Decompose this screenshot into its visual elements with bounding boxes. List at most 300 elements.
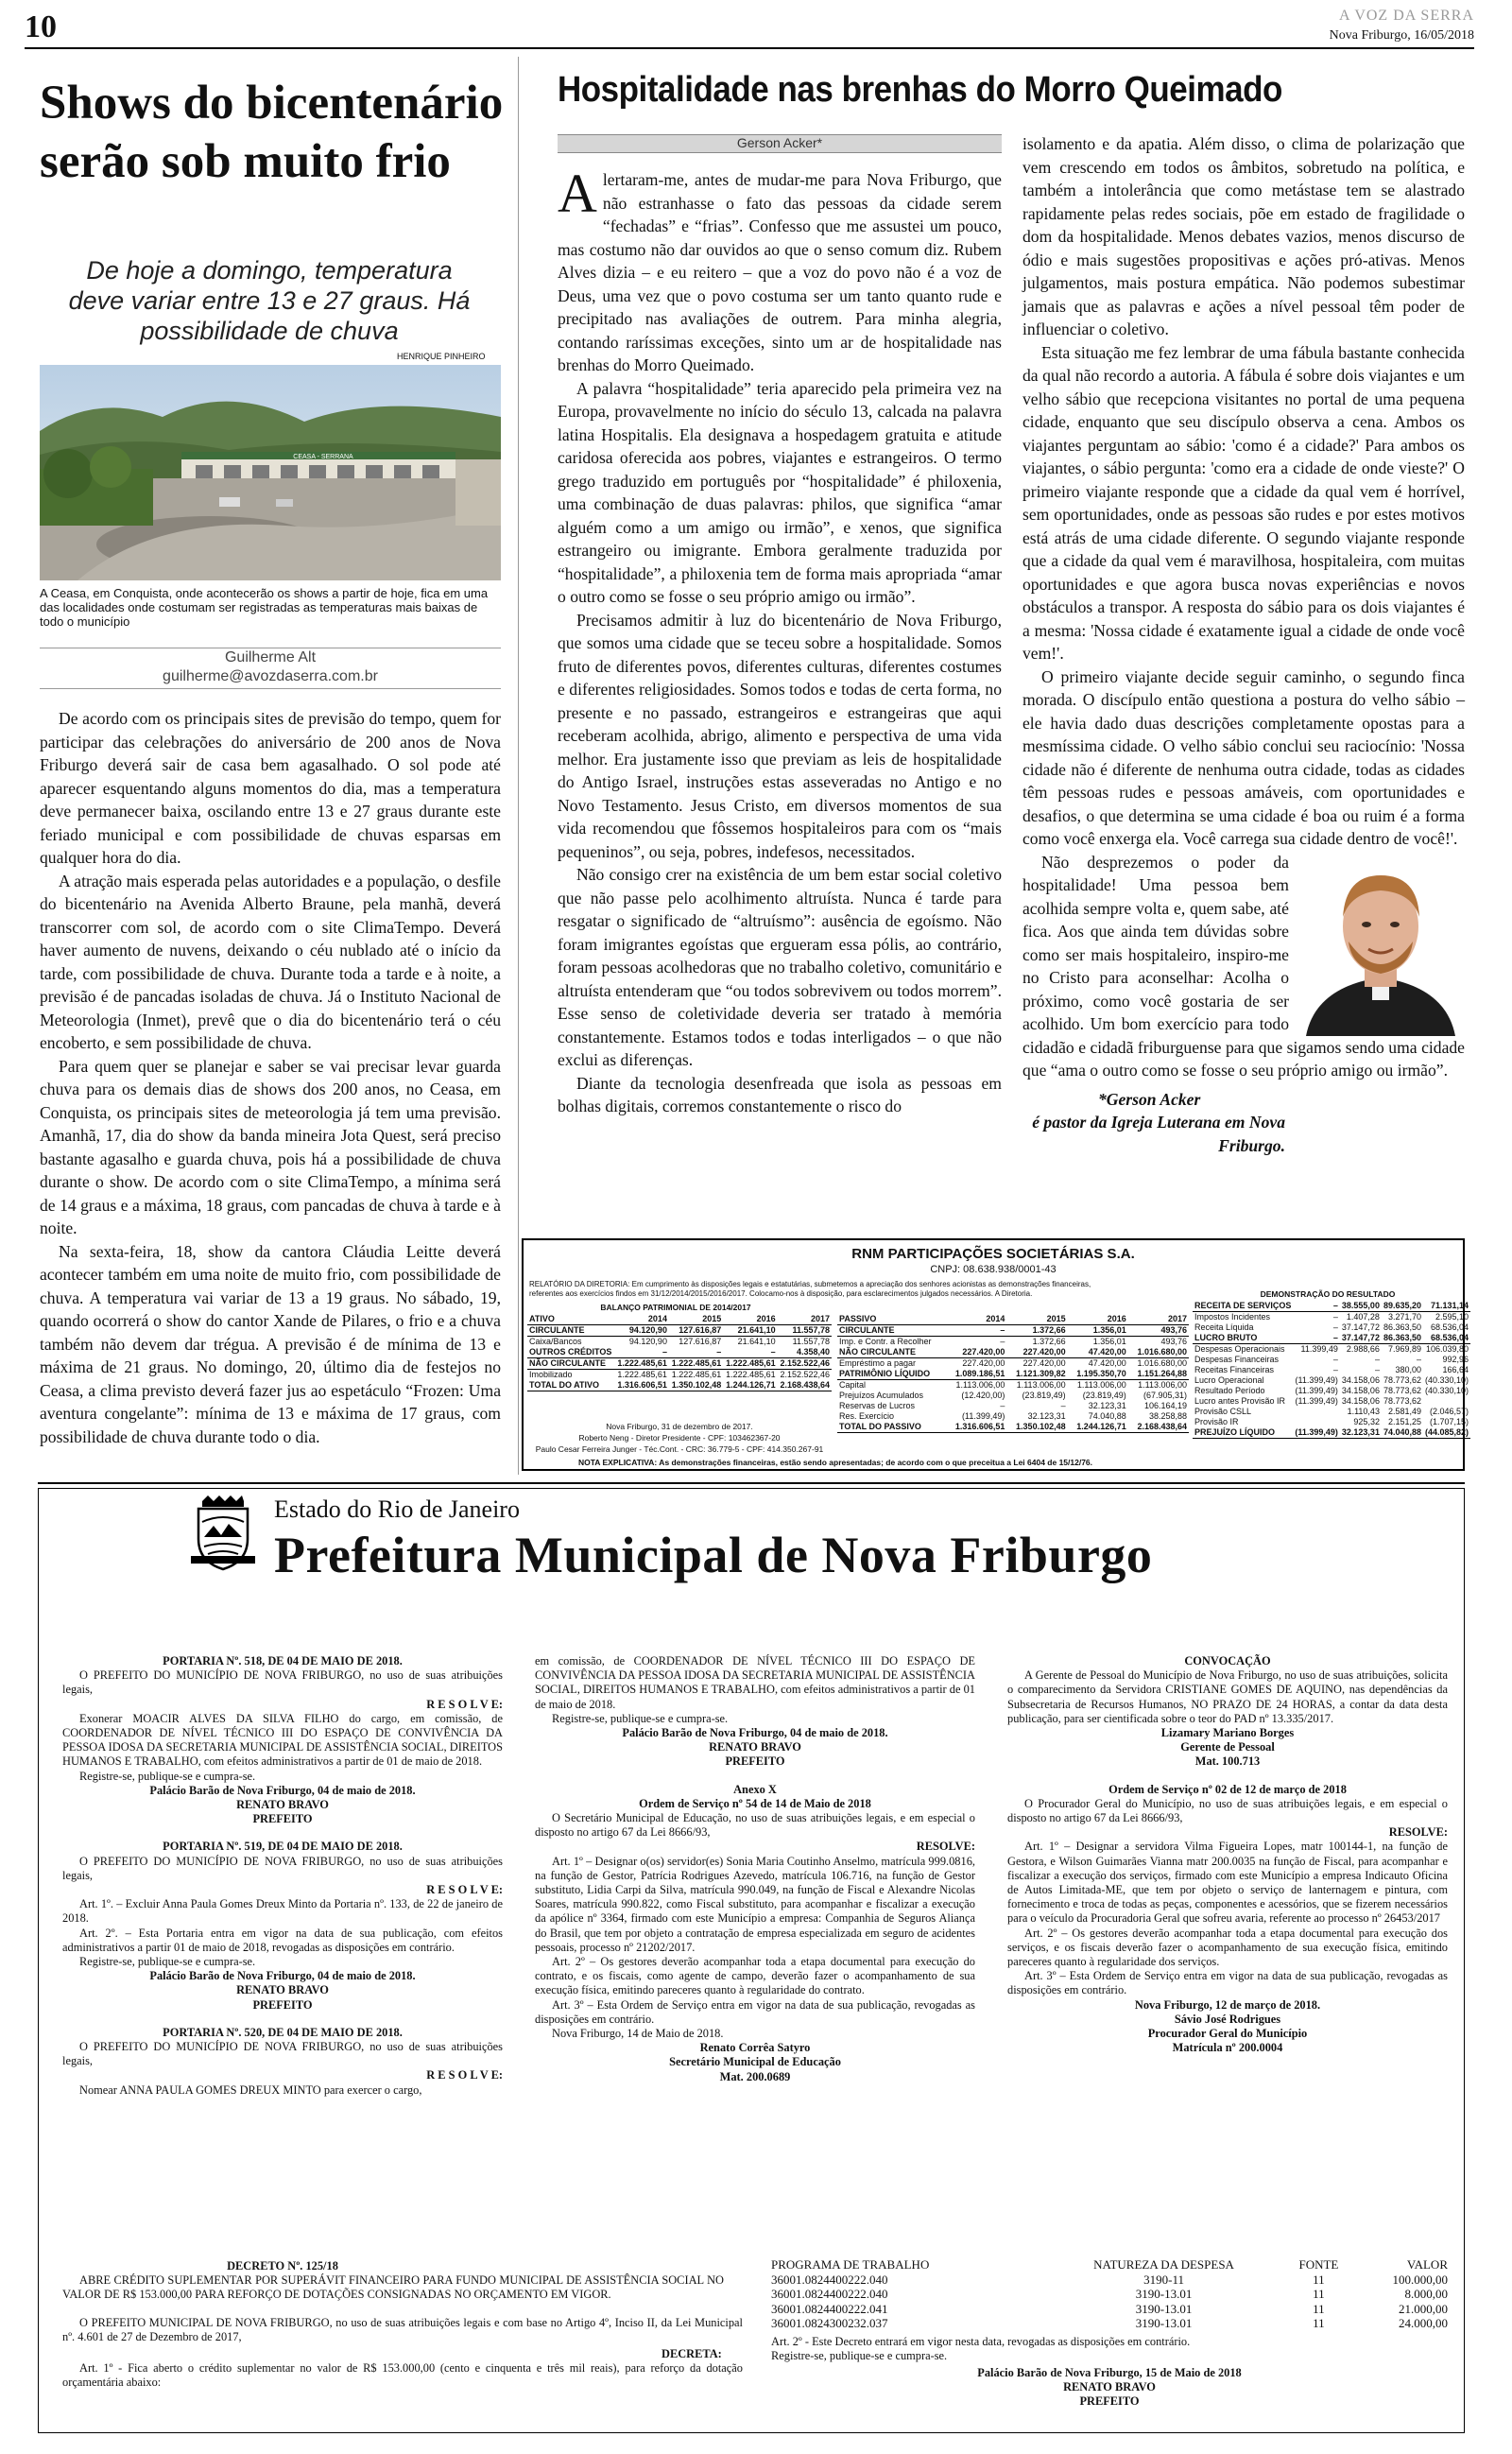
act-resolve: R E S O L V E:: [426, 1883, 503, 1897]
fin-label: ATIVO: [529, 1314, 555, 1323]
fin-row: [527, 1358, 832, 1370]
act-resolve: RESOLVE:: [916, 1840, 975, 1854]
act-centered-line: Mat. 200.0689: [719, 2069, 791, 2083]
rnm-explanatory-note: NOTA EXPLICATIVA: As demonstrações financeiras, estão sendo apresentadas; de acordo com o que preceitua a Lei 6404 de 15/12/76.: [578, 1458, 1093, 1467]
fin-value: 74.040,88: [1088, 1411, 1126, 1421]
fin-value: 106.164,19: [1143, 1401, 1187, 1410]
hospitalidade-paragraph: O primeiro viajante decide seguir caminho, o segundo finca morada. O discípulo então questiona a postura do velho sábio – ele havia dado duas descrições completamente opostas para a mesmíssima cidade. O velho sábio conclui seu raciocínio: 'Nossa cidade não é diferente de nenhuma outra cidade, todas as cidades têm pessoas rudes e pessoas amáveis, com oportunidades e desafios, o que determina se uma cidade é boa ou ruim é a forma como você enxerga ela. Você carrega sua cidade dentro de você!'.: [1022, 666, 1465, 848]
fin-label: CIRCULANTE: [839, 1325, 895, 1335]
ceasa-photo: [40, 365, 501, 580]
fin-label: Prejuízos Acumulados: [839, 1391, 924, 1400]
decreto-title: DECRETO Nº. 125/18: [227, 2259, 338, 2273]
decreto-cell: 36001.0824400222.040: [771, 2287, 888, 2301]
fin-value: 1.407,28: [1346, 1312, 1380, 1322]
rnm-passivo-table: [837, 1314, 1189, 1433]
fin-value: 2015: [1046, 1314, 1066, 1323]
fin-row: [1193, 1365, 1470, 1375]
fin-label: Caixa/Bancos: [529, 1337, 582, 1346]
fin-value: –: [716, 1347, 722, 1357]
act-centered-line: Gerente de Pessoal: [1180, 1740, 1275, 1754]
author-portrait: [1297, 855, 1465, 1036]
prefeitura-column-1: [62, 1654, 503, 2098]
fin-value: 2014: [647, 1314, 667, 1323]
act-centered-line: Procurador Geral do Município: [1147, 2027, 1308, 2041]
fin-value: 32.123,31: [1341, 1427, 1380, 1437]
fin-value: 34.158,06: [1341, 1375, 1380, 1385]
fin-value: 1.244.126,71: [1076, 1422, 1126, 1431]
act-centered-line: RENATO BRAVO: [709, 1740, 801, 1754]
fin-value: 106.039,80: [1426, 1344, 1469, 1354]
fin-row: [1193, 1407, 1470, 1417]
act-paragraph: Art. 2º – Os gestores deverão acompanhar toda a etapa documental para execução dos serviços, e os fiscais deverão fazer o acompanhamento de sua execução física, emitindo pareceres quanto à regularidade dos serviços.: [1007, 1926, 1448, 1969]
fin-value: (67.905,31): [1143, 1391, 1187, 1400]
fin-label: PASSIVO: [839, 1314, 877, 1323]
act-paragraph: Registre-se, publique-se e cumpra-se.: [552, 1711, 729, 1725]
act-paragraph: em comissão, de COORDENADOR DE NÍVEL TÉCNICO III DO ESPAÇO DE CONVIVÊNCIA DA PESSOA IDOSA DA SECRETARIA MUNICIPAL DE ASSISTÊNCIA SOCIAL, DIREITOS HUMANOS E TRABALHO, com efeitos administrativos a partir de 01 de maio de 2018.: [535, 1654, 975, 1711]
fin-row: [527, 1337, 832, 1348]
fin-value: 1.244.126,71: [726, 1380, 776, 1390]
fin-value: 4.358,40: [796, 1347, 830, 1357]
act-resolve: R E S O L V E:: [426, 2068, 503, 2082]
fin-row: [1193, 1322, 1470, 1333]
hospitalidade-paragraph: Precisamos admitir à luz do bicentenário de Nova Friburgo, que somos uma cidade que se teceu sobre a hospitalidade. Somos fruto de diferentes povos, diferentes culturas, diferentes costumes e diferentes religiosidades. Somos todos e todas de certa forma, no presente e no passado, estrangeiros e estrangeiras que aqui receberam acolhida, abrigo, alimento e perspectiva de uma vida melhor. Era justamente isso que previam as leis de hospitalidade do Antigo Israel, instruções estas asseveradas no Antigo e no Novo Testamento. Jesus Cristo, em diversos momentos de sua vida recomendou que fôssemos hospitaleiros para com os “mais pequeninos”, ou seja, pobres, indefesos, necessitados.: [558, 610, 1002, 861]
fin-row: [1193, 1333, 1470, 1344]
fin-value: 2016: [756, 1314, 776, 1323]
act-centered-line: Palácio Barão de Nova Friburgo, 04 de maio de 2018.: [149, 1969, 416, 1983]
act-paragraph: O Procurador Geral do Município, no uso de suas atribuições legais, e em especial o disposto no artigo 67 da Lei 8666/93,: [1007, 1796, 1448, 1825]
fin-label: Despesas Financeiras: [1194, 1355, 1280, 1364]
decreto-mayor-title: PREFEITO: [1079, 2394, 1140, 2408]
decreto-cell: 11: [1313, 2272, 1325, 2287]
fin-value: 1.350.102,48: [671, 1380, 722, 1390]
fin-value: –: [1374, 1365, 1380, 1374]
act-centered-line: Ordem de Serviço nº 54 de 14 de Maio de 2018: [639, 1796, 871, 1810]
rnm-dre-title: DEMONSTRAÇÃO DO RESULTADO: [1260, 1289, 1396, 1299]
fin-label: Empréstimo a pagar: [839, 1358, 917, 1368]
act-centered-line: Palácio Barão de Nova Friburgo, 04 de maio de 2018.: [622, 1726, 888, 1740]
drop-cap: A: [558, 163, 597, 224]
fin-value: 11.557,78: [792, 1337, 830, 1346]
fin-value: –: [1374, 1355, 1380, 1364]
spacer: [62, 1826, 503, 1840]
act-paragraph: O Secretário Municipal de Educação, no uso de suas atribuições legais, e em especial o disposto no artigo 67 da Lei 8666/93,: [535, 1811, 975, 1840]
photo-credit: HENRIQUE PINHEIRO: [397, 352, 486, 361]
fin-value: 47.420,00: [1088, 1358, 1126, 1368]
fin-value: 227.420,00: [1022, 1347, 1066, 1357]
shows-author: Guilherme Alt: [224, 649, 317, 665]
spacer: [1007, 1770, 1448, 1783]
hospitalidade-paragraph: isolamento e da apatia. Além disso, o clima de polarização que vem crescendo em todos os âmbitos, sobretudo na política, e também a intolerância que como metástase tem se alastrado rapidamente pelas redes sociais, põe em estado de fragilidade o dom da hospitalidade. Menos debates vazios, menos discurso de ódio e mais sugestões propositivas e ações pró-ativas. Menos julgamentos, mais postura empática. Não podemos subestimar jamais que as palavras e ações a nível pessoal têm poder de influenciar o coletivo.: [1022, 134, 1465, 338]
fin-value: –: [1000, 1325, 1005, 1335]
fin-value: [1293, 1417, 1340, 1427]
hospitalidade-paragraph: Não desprezemos o poder da hospitalidade! Uma pessoa bem acolhida sempre volta e, quem sabe, até fica. Aos que ainda tem dúvidas sobre como ser mais hospitaleiro, inspiro-me no Cristo para aconselhar: Acolha o próximo, como você gostaria de ser acolhido. Um bom exercício para todo cidadão e cidadã friburguense para que sigamos sendo uma cidade que “ama o outro como se fosse o seu próprio amigo ou irmão”.: [1022, 852, 1465, 1080]
fin-value: 21.641,10: [737, 1337, 776, 1346]
fin-value: 94.120,90: [628, 1337, 667, 1346]
act-paragraph: O PREFEITO DO MUNICÍPIO DE NOVA FRIBURGO, no uso de suas atribuições legais,: [62, 1854, 503, 1882]
fin-value: 1.372,66: [1032, 1325, 1066, 1335]
act-title: PORTARIA Nº. 519, DE 04 DE MAIO DE 2018.: [163, 1840, 403, 1854]
hospitalidade-paragraph: Esta situação me fez lembrar de uma fábula bastante conhecida da qual não recordo a autoria. A fábula é sobre dois viajantes e um velho sábio que recepciona visitantes no portal de uma pequena cidade, enquanto que seu discípulo observa a cena. Ambos os viajantes perguntam ao sábio: 'como é a cidade?' Para ambos os viajantes, o sábio pergunta: 'como era a cidade de onde vieste?' O primeiro viajante responde que a cidade da qual vem é horrível, sem oportunidades, onde as pessoas são rudes e por estes motivos está atrás de uma cidade diferente. O segundo viajante responde que a cidade da qual vem é maravilhosa, hospitaleira, com muitas oportunidades e que agora busca novas experiências e novos obstáculos a transpor. A resposta do sábio para os dois viajantes é a mesma: 'Nossa cidade é exatamente igual a cidade de onde você vem!'.: [1022, 342, 1465, 663]
fin-label: Imp. e Contr. a Recolher: [839, 1337, 932, 1346]
fin-label: RECEITA DE SERVIÇOS: [1194, 1301, 1292, 1310]
prefeitura-state: Estado do Rio de Janeiro: [274, 1495, 520, 1523]
shows-headline: Shows do bicentenário serão sob muito frio: [40, 77, 504, 188]
fin-value: 21.641,10: [737, 1325, 776, 1335]
rnm-signature-date: Nova Friburgo, 31 de dezembro de 2017.: [606, 1422, 753, 1431]
fin-value: 86.363,50: [1383, 1322, 1421, 1332]
fin-value: 1.016.680,00: [1137, 1358, 1187, 1368]
fin-value: 11.557,78: [792, 1325, 830, 1335]
fin-value: 86.363,50: [1383, 1333, 1421, 1342]
fin-row: [527, 1370, 832, 1381]
hospitalidade-first-paragraph: lertaram-me, antes de mudar-me para Nova Friburgo, que não estranhasse o fato das pessoas da cidade serem “fechadas” e “frias”. Confesso que me assustei um pouco, mas costumo não dar ouvidos ao que o senso comum diz. Rubem Alves dizia – e eu reitero – que a voz do povo não é a voz de Deus, uma vez que o povo costuma ser um tanto quanto rude e precipitado nas avaliações de outrem. Para minha alegria, contando raríssimas exceções, sinto um ar de hospitalidade nas brenhas do Morro Queimado.: [558, 170, 1002, 374]
prefeitura-column-3: [1007, 1654, 1448, 2055]
fin-value: 1.113.006,00: [1138, 1380, 1187, 1390]
fin-row: [527, 1347, 832, 1358]
decreto-cell: 11: [1313, 2316, 1325, 2330]
fin-value: (40.330,10): [1425, 1375, 1469, 1385]
decreto-preamble: O PREFEITO MUNICIPAL DE NOVA FRIBURGO, no uso de suas atribuições legais e com base no Artigo 4º, Inciso II, da Lei Municipal nº. 4.601 de 27 de Dezembro de 2017,: [62, 2316, 743, 2344]
fin-value: 1.113.006,00: [955, 1380, 1005, 1390]
fin-value: –: [662, 1347, 667, 1357]
fin-value: 2015: [702, 1314, 722, 1323]
act-paragraph: Art. 3º – Esta Ordem de Serviço entra em vigor na data de sua publicação, revogadas as disposições em contrário.: [535, 1997, 975, 2026]
fin-value: 127.616,87: [679, 1337, 722, 1346]
fin-label: Resultado Período: [1194, 1386, 1265, 1395]
fin-row: [527, 1314, 832, 1325]
prefeitura-top-rule: [38, 1482, 1465, 1484]
fin-value: (11.399,49): [1295, 1427, 1338, 1437]
fin-value: [1423, 1396, 1470, 1407]
prefeitura-title: Prefeitura Municipal de Nova Friburgo: [274, 1527, 1153, 1583]
photo-caption: A Ceasa, em Conquista, onde acontecerão os shows a partir de hoje, fica em uma das localidades onde costumam ser registradas as temperaturas mais baixas de todo o município: [40, 586, 489, 629]
act-centered-line: Renato Corrêa Satyro: [699, 2041, 811, 2055]
fin-value: 1.222.485,61: [671, 1358, 722, 1368]
decreto-cell: 36001.0824400222.040: [771, 2272, 888, 2287]
decreto-cell: 36001.0824300232.037: [771, 2316, 888, 2330]
hospitalidade-author: Gerson Acker*: [736, 135, 823, 150]
hospitalidade-col2: [1022, 132, 1465, 1157]
fin-value: (11.399,49): [1295, 1375, 1338, 1385]
rnm-company: RNM PARTICIPAÇÕES SOCIETÁRIAS S.A.: [851, 1246, 1135, 1262]
fin-value: –: [1416, 1355, 1421, 1364]
fin-value: 227.420,00: [962, 1358, 1005, 1368]
fin-value: 38.258,88: [1148, 1411, 1187, 1421]
decreto-cell: 21.000,00: [1399, 2301, 1448, 2316]
fin-value: 2.151,25: [1387, 1417, 1421, 1426]
decreto-abstract: ABRE CRÉDITO SUPLEMENTAR POR SUPERÁVIT FINANCEIRO PARA FUNDO MUNICIPAL DE ASSISTÊNCIA SOCIAL NO VALOR DE R$ 153.000,00 PARA REFORÇO DE DOTAÇÕES CONSIGNADAS NO ORÇAMENTO EM VIGOR.: [62, 2273, 724, 2302]
decreto-row: [771, 2273, 1448, 2288]
fin-value: 2017: [810, 1314, 830, 1323]
fin-value: 1.222.485,61: [671, 1370, 722, 1379]
fin-value: 2.152.522,46: [780, 1358, 830, 1368]
fin-row: [837, 1380, 1189, 1391]
fin-value: 37.147,72: [1341, 1333, 1380, 1342]
fin-value: 34.158,06: [1341, 1386, 1380, 1395]
fin-value: (1.707,15): [1430, 1417, 1469, 1426]
fin-row: [837, 1369, 1189, 1380]
fin-value: 32.123,31: [1088, 1401, 1126, 1410]
photo-sign: CEASA - SERRANA: [293, 454, 353, 460]
fin-row: [837, 1422, 1189, 1433]
fin-value: 78.773,62: [1383, 1386, 1421, 1395]
fin-row: [1193, 1344, 1470, 1356]
decreto-cell: 3190-11: [1143, 2272, 1184, 2287]
fin-label: NÃO CIRCULANTE: [839, 1347, 916, 1357]
fin-value: 1.195.350,70: [1076, 1369, 1126, 1378]
fin-value: 1.316.606,51: [617, 1380, 667, 1390]
fin-value: 2.168.438,64: [1137, 1422, 1187, 1431]
fin-value: –: [1332, 1322, 1338, 1332]
fin-label: Provisão CSLL: [1194, 1407, 1252, 1416]
fin-label: NÃO CIRCULANTE: [529, 1358, 606, 1368]
hospitalidade-col1: [558, 163, 1002, 1118]
fin-value: 1.350.102,48: [1016, 1422, 1066, 1431]
fin-value: (23.819,49): [1082, 1391, 1126, 1400]
fin-value: 166,64: [1442, 1365, 1469, 1374]
fin-label: Receitas Financeiras: [1194, 1365, 1275, 1374]
fin-row: [1193, 1355, 1470, 1365]
decreto-header: NATUREZA DA DESPESA: [1093, 2257, 1234, 2272]
rnm-ativo-table: [527, 1314, 832, 1391]
fin-value: 1.316.606,51: [954, 1422, 1005, 1431]
fin-value: 1.016.680,00: [1137, 1347, 1187, 1357]
shows-body: [40, 707, 501, 1448]
act-centered-line: Ordem de Serviço nº 02 de 12 de março de 2018: [1108, 1782, 1347, 1796]
hospitalidade-paragraph: Diante da tecnologia desenfreada que isola as pessoas em bolhas digitais, corremos constantemente o risco do: [558, 1073, 1002, 1115]
fin-label: Impostos Incidentes: [1194, 1312, 1271, 1322]
fin-value: 1.113.006,00: [1076, 1380, 1126, 1390]
fin-value: 2017: [1167, 1314, 1187, 1323]
act-paragraph: O PREFEITO DO MUNICÍPIO DE NOVA FRIBURGO, no uso de suas atribuições legais,: [62, 2040, 503, 2068]
fin-value: 78.773,62: [1383, 1396, 1421, 1406]
fin-value: 227.420,00: [962, 1347, 1005, 1357]
act-centered-line: Lizamary Mariano Borges: [1160, 1726, 1295, 1740]
fin-value: 68.536,04: [1431, 1333, 1469, 1342]
fin-value: 1.222.485,61: [726, 1370, 776, 1379]
fin-label: Lucro Operacional: [1194, 1375, 1264, 1385]
act-centered-line: Nova Friburgo, 12 de março de 2018.: [1134, 1997, 1321, 2012]
decreto-closing: Registre-se, publique-se e cumpra-se.: [771, 2349, 948, 2362]
fin-value: 7.969,89: [1387, 1344, 1421, 1354]
decreto-cell: 11: [1313, 2287, 1325, 2301]
act-centered-line: PREFEITO: [252, 1812, 313, 1826]
act-centered-line: Secretário Municipal de Educação: [669, 2055, 841, 2069]
act-title: PORTARIA Nº. 518, DE 04 DE MAIO DE 2018.: [163, 1654, 403, 1668]
fin-value: 2.595,10: [1435, 1312, 1469, 1322]
decreto-cell: 36001.0824400222.041: [771, 2301, 888, 2316]
act-paragraph: Nova Friburgo, 14 de Maio de 2018.: [552, 2027, 724, 2041]
fin-row: [1193, 1417, 1470, 1427]
fin-value: 89.635,20: [1383, 1301, 1421, 1310]
fin-label: Res. Exercício: [839, 1411, 895, 1421]
fin-row: [837, 1347, 1189, 1358]
fin-value: 127.616,87: [679, 1325, 722, 1335]
fin-value: 992,96: [1442, 1355, 1469, 1364]
fin-value: 1.356,01: [1092, 1337, 1126, 1346]
fin-value: (11.399,49): [1295, 1396, 1338, 1406]
decreto-art1: Art. 1º - Fica aberto o crédito suplementar no valor de R$ 153.000,00 (cento e cinquenta e três mil reais), para reforço da dotação orçamentária abaixo:: [62, 2361, 743, 2390]
fin-value: 38.555,00: [1341, 1301, 1380, 1310]
act-centered-line: CONVOCAÇÃO: [1184, 1654, 1271, 1668]
rnm-signature-director: Roberto Neng - Diretor Presidente - CPF: 103462367-20: [578, 1433, 781, 1443]
fin-value: 1.372,66: [1032, 1337, 1066, 1346]
fin-row: [837, 1401, 1189, 1411]
act-title: PORTARIA Nº. 520, DE 04 DE MAIO DE 2018.: [163, 2025, 403, 2039]
hospitalidade-paragraph: Não consigo crer na existência de um bem estar social coletivo que não passe pelo acolhimento altruísta. Nunca é tarde para resgatar o significado de “altruísmo”: ausência de egoísmo. Não foram imigrantes egoístas que ergueram essa pólis, ao contrário, foram pessoas acolhedoras que no trabalho coletivo, comunitário e altruísta entenderam que “ou todos sobrevivem ou todos morrem”. Esse senso de coletividade deveria ser tratado à memória constantemente. Estamos todos e todas interligados – o que não exclui as diferenças.: [558, 865, 1002, 1069]
fin-row: [837, 1411, 1189, 1422]
fin-value: 925,32: [1353, 1417, 1380, 1426]
date-line: Nova Friburgo, 16/05/2018: [1329, 28, 1474, 43]
fin-value: (11.399,49): [1295, 1386, 1338, 1395]
fin-row: [837, 1337, 1189, 1348]
act-paragraph: Art. 1º – Designar a servidora Vilma Figueira Lopes, matr 100144-1, na função de Gestora, e Wilson Guimarães Vianna matr 200.0035 na função de Fiscal, para acompanhar e fiscalizar a execução dos serviços, firmado com este Município a empresa Indicauto Oficina de Autos Limitada-ME, que tem por objeto o serviço de lanternagem e pintura, com fornecimento e troca de todas as peças, componentes e acessórios, que se fizerem necessários para o veículo da Procuradoria Geral que sofreu avaria, referente ao processo nº 26453/2017: [1007, 1840, 1448, 1926]
rnm-signature-accountant: Paulo Cesar Ferreira Junger - Téc.Cont. - CRC: 36.779-5 - CPF: 414.350.267-91: [535, 1444, 824, 1454]
fin-value: –: [1000, 1401, 1005, 1410]
act-centered-line: Matrícula nº 200.0004: [1172, 2041, 1283, 2055]
act-centered-line: PREFEITO: [725, 1754, 785, 1769]
fin-label: PREJUÍZO LÍQUIDO: [1194, 1427, 1276, 1437]
act-centered-line: Sávio José Rodrigues: [1174, 2012, 1281, 2026]
fin-row: [1193, 1375, 1470, 1386]
fin-value: 1.151.264,88: [1137, 1369, 1187, 1378]
fin-value: (44.085,82): [1425, 1427, 1469, 1437]
act-paragraph: Art. 1º – Designar o(os) servidor(es) Sonia Maria Coutinho Anselmo, matrícula 999.0816, na função de Gestor, Patrícia Rodrigues Azevedo, matrícula 106.716, na função de Gestor substituto, Lidia Carpi da Silva, matrícula 990.049, na função de Fiscal e Alexandre Nicolas Soares, matrícula 990.822, como Fiscal substituto, para acompanhar e fiscalizar a execução da apólice nº 3364, firmado com este Município a empresa: Companhia de Seguros Aliança do Brasil, que tem por objeto a contratação de empresa especializada em seguro de acidentes pessoais, processo nº 21202/2017.: [535, 1854, 975, 1954]
fin-value: –: [1332, 1301, 1338, 1310]
fin-value: (2.046,57): [1430, 1407, 1469, 1416]
fin-value: –: [770, 1347, 776, 1357]
fin-value: 94.120,90: [628, 1325, 667, 1335]
act-paragraph: Art. 3º – Esta Ordem de Serviço entra em vigor na data de sua publicação, revogadas as disposições em contrário.: [1007, 1969, 1448, 1997]
decreto-cell: 3190-13.01: [1135, 2287, 1193, 2301]
fin-label: Imobilizado: [529, 1370, 573, 1379]
fin-value: 47.420,00: [1088, 1347, 1126, 1357]
fin-label: Despesas Operacionais: [1194, 1344, 1285, 1354]
fin-value: 2016: [1107, 1314, 1126, 1323]
fin-value: 1.222.485,61: [726, 1358, 776, 1368]
spacer: [535, 1770, 975, 1783]
fin-row: [837, 1358, 1189, 1370]
fin-value: 1.356,01: [1092, 1325, 1126, 1335]
fin-value: 2.988,66: [1346, 1344, 1380, 1354]
bio-text: é pastor da Igreja Luterana em Nova Friburgo.: [1032, 1113, 1285, 1155]
page-number: 10: [25, 9, 57, 44]
coat-of-arms-icon: [189, 1494, 257, 1571]
decreto-row: [771, 2287, 1448, 2302]
fin-value: 2.168.438,64: [780, 1380, 830, 1390]
fin-row: [527, 1325, 832, 1337]
fin-label: Provisão IR: [1194, 1417, 1239, 1426]
decreto-mayor: RENATO BRAVO: [1063, 2380, 1156, 2394]
rnm-cnpj: CNPJ: 08.638.938/0001-43: [930, 1264, 1057, 1275]
shows-author-email: guilherme@avozdaserra.com.br: [163, 668, 378, 684]
fin-value: (40.330,10): [1425, 1386, 1469, 1395]
shows-paragraph: Na sexta-feira, 18, show da cantora Cláudia Leitte deverá acontecer também em uma noite de muito frio, com possibilidade de chuva. A temperatura vai variar de 13 a 19 graus. No sábado, 19, quando ocorrerá o show do cantor Xande de Pilares, o frio e a chuva também não devem dar trégua. A previsão é de mínima de 13 e máxima de 21 graus. No domingo, 20, último dia de festejos no Ceasa, a clima previsto deverá fazer jus ao espetáculo “Frozen: Uma aventura congelante”: mínima de 13 e máxima de 17 graus, com possibilidade de chuva durante todo o dia.: [40, 1241, 501, 1446]
act-paragraph: A Gerente de Pessoal do Município de Nova Friburgo, no uso de suas atribuições, solicita o comparecimento da Servidora CRISTIANE GOMES DE AQUINO, nas dependências da Subsecretaria de Recursos Humanos, NO PRAZO DE 24 HORAS, a contar da data desta publicação, para ser cientificada sobre o teor do PAD nº 13.335/2017.: [1007, 1668, 1448, 1725]
fin-row: [1193, 1301, 1470, 1312]
fin-row: [1193, 1427, 1470, 1439]
decreto-table: [771, 2257, 1448, 2331]
decreto-row: [771, 2316, 1448, 2331]
decreto-cell: 8.000,00: [1404, 2287, 1448, 2301]
act-resolve: R E S O L V E:: [426, 1697, 503, 1711]
fin-label: TOTAL DO PASSIVO: [839, 1422, 921, 1431]
fin-label: LUCRO BRUTO: [1194, 1333, 1258, 1342]
fin-label: CIRCULANTE: [529, 1325, 585, 1335]
fin-value: –: [1332, 1365, 1338, 1374]
fin-label: Lucro antes Provisão IR: [1194, 1396, 1286, 1406]
fin-value: 78.773,62: [1383, 1375, 1421, 1385]
fin-value: 1.089.186,51: [954, 1369, 1005, 1378]
decreto-header: VALOR: [1406, 2257, 1448, 2272]
decreto-header: FONTE: [1298, 2257, 1339, 2272]
fin-value: 1.222.485,61: [617, 1358, 667, 1368]
fin-row: [837, 1391, 1189, 1401]
fin-value: 3.271,70: [1387, 1312, 1421, 1322]
act-paragraph: Art. 2º. – Esta Portaria entra em vigor na data de sua publicação, com efeitos administrativos a partir 01 de maio de 2018, revogadas as disposições em contrário.: [62, 1926, 503, 1954]
shows-paragraph: De acordo com os principais sites de previsão do tempo, quem for participar das celebrações do aniversário de 200 anos de Nova Friburgo deverá sair de casa bem agasalhado. O sol pode até aparecer esquentando alguns momentos do dia, mas a temperatura deve permanecer baixa, oscilando entre 13 e 27 graus durante este feriado municipal e com possibilidade de chuvas esparsas em qualquer hora do dia.: [40, 709, 501, 867]
decreto-cell: 3190-13.01: [1135, 2301, 1193, 2316]
decreto-row: [771, 2302, 1448, 2317]
act-paragraph: Registre-se, publique-se e cumpra-se.: [79, 1769, 256, 1783]
fin-value: 2.152.522,46: [780, 1370, 830, 1379]
act-paragraph: Art. 1º. – Excluir Anna Paula Gomes Dreux Minto da Portaria nº. 133, de 22 de janeiro de 2018.: [62, 1897, 503, 1926]
fin-value: 1.113.006,00: [1016, 1380, 1066, 1390]
decreto-decreta: DECRETA:: [662, 2347, 722, 2360]
fin-value: –: [1332, 1355, 1338, 1364]
fin-row: [1193, 1386, 1470, 1396]
fin-value: –: [1060, 1401, 1066, 1410]
fin-value: (23.819,49): [1022, 1391, 1066, 1400]
act-paragraph: Exonerar MOACIR ALVES DA SILVA FILHO do cargo, em comissão, de COORDENADOR DE NÍVEL TÉCNICO III DO ESPAÇO DE CONVIVÊNCIA DA PESSOA IDOSA DA SECRETARIA MUNICIPAL DE ASSISTÊNCIA SOCIAL, DIREITOS HUMANOS E TRABALHO, com efeitos administrativos a partir de 01 de maio de 2018.: [62, 1711, 503, 1769]
fin-value: 1.110,43: [1347, 1407, 1380, 1416]
fin-row: [527, 1380, 832, 1391]
decreto-cell: 100.000,00: [1392, 2272, 1448, 2287]
prefeitura-column-2: [535, 1654, 975, 2084]
fin-label: Reservas de Lucros: [839, 1401, 916, 1410]
fin-value: 493,76: [1160, 1337, 1187, 1346]
masthead-rule: [25, 47, 1474, 49]
shows-paragraph: Para quem quer se planejar e saber se vai precisar levar guarda chuva para os demais dias de shows dos 200 anos, no Ceasa, em Conquista, os principais sites de meteorologia já tem uma previsão. Amanhã, 17, dia do show da banda mineira Jota Quest, será preciso bastante agasalho e guarda chuva, pois há a possibilidade de chuva durante o show. De acordo com o site ClimaTempo, a mínima será de 14 graus e a máxima, 18 graus, com pancadas de chuva à tarde e à noite.: [40, 1056, 501, 1237]
hospitalidade-headline: Hospitalidade nas brenhas do Morro Queimado: [558, 70, 1282, 110]
paper-name: A VOZ DA SERRA: [1338, 8, 1474, 24]
fin-value: –: [1332, 1312, 1338, 1322]
decreto-header: PROGRAMA DE TRABALHO: [771, 2257, 930, 2272]
decreto-cell: 24.000,00: [1399, 2316, 1448, 2330]
fin-row: [1193, 1396, 1470, 1407]
fin-value: 227.420,00: [1022, 1358, 1066, 1368]
act-paragraph: Registre-se, publique-se e cumpra-se.: [79, 1955, 256, 1969]
decreto-cell: 11: [1313, 2301, 1325, 2316]
fin-value: 493,76: [1160, 1325, 1187, 1335]
fin-row: [1193, 1312, 1470, 1323]
act-centered-line: PREFEITO: [252, 1997, 313, 2012]
shows-paragraph: A atração mais esperada pelas autoridades e a população, o desfile do bicentenário na Avenida Alberto Braune, pela manhã, deverá transcorrer com sol, de acordo com o site ClimaTempo. Deverá haver aumento de nuvens, deixando o céu nublado até o início da tarde, com possibilidade de chuva. Durante toda a tarde e à noite, a previsão é de pancadas isoladas de chuva. Já o Instituto Nacional de Meteorologia (Inmet), prevê que o dia do bicentenário terá o céu encoberto, e sem possibilidade de chuva.: [40, 871, 501, 1052]
rnm-bp-title: BALANÇO PATRIMONIAL DE 2014/2017: [600, 1303, 751, 1312]
fin-label: TOTAL DO ATIVO: [529, 1380, 599, 1390]
fin-value: 68.536,04: [1431, 1322, 1469, 1332]
fin-value: 380,00: [1395, 1365, 1421, 1374]
shows-deck: De hoje a domingo, temperatura deve variar entre 13 e 27 graus. Há possibilidade de chuva: [68, 256, 471, 345]
fin-label: Receita Líquida: [1194, 1322, 1254, 1332]
act-centered-line: Mat. 100.713: [1194, 1754, 1261, 1769]
rnm-dre-table: [1193, 1301, 1470, 1439]
rnm-report-note: RELATÓRIO DA DIRETORIA: Em cumprimento às disposições legais e estatutárias, submetemos a apreciação dos senhores acionistas as demonstrações financeiras, referentes aos exercícios findos em 31/12/2014/2015/2016/2017. Colocamo-nos à disposição, para esclarecimentos julgados necessários. A Diretoria.: [529, 1280, 1091, 1298]
spacer: [62, 2013, 503, 2026]
fin-value: 34.158,06: [1341, 1396, 1380, 1406]
act-paragraph: O PREFEITO DO MUNICÍPIO DE NOVA FRIBURGO, no uso de suas atribuições legais,: [62, 1668, 503, 1697]
decreto-art2: Art. 2º - Este Decreto entrará em vigor nesta data, revogadas as disposições em contrário.: [771, 2335, 1191, 2348]
